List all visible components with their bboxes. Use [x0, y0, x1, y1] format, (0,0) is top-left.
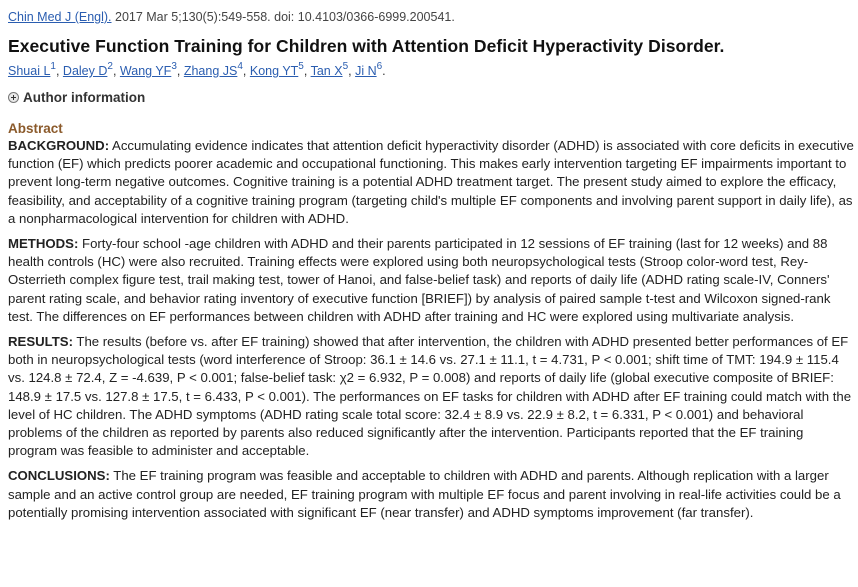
author-affiliation-number[interactable]: 5 [342, 60, 349, 72]
author-affiliation-number[interactable]: 6 [376, 60, 383, 72]
author-separator: , [112, 64, 120, 78]
author-link[interactable]: Daley D [62, 64, 108, 78]
journal-link[interactable]: Chin Med J (Engl). [8, 10, 112, 24]
citation-details: 2017 Mar 5;130(5):549-558. doi: 10.4103/0366-6999.200541. [111, 10, 455, 24]
author-link[interactable]: Ji N [355, 64, 377, 78]
section-label: CONCLUSIONS: [8, 468, 110, 484]
author-affiliation-number[interactable]: 5 [298, 60, 304, 72]
author-affiliation-number[interactable]: 1 [50, 60, 56, 72]
author-link[interactable]: Wang YF [119, 64, 172, 78]
plus-circle-icon[interactable] [8, 92, 19, 103]
author-link[interactable]: Shuai L [8, 64, 51, 78]
section-text: The results (before vs. after EF training) showed that after intervention, the children with ADHD presented better performances of EF both in neuropsychological tests (word interference of Stroop: 36.1 ± 14.6 vs. 27.1 ± 11.1, t = 4.731, P < 0.001; shift time of TMT: 194.9 ± 115.4 vs. 124.8 ± 72.4, Z = -4.639, P < 0.001; false-belief task: χ2 = 6.932, P = 0.008) and reports of daily life (global executive composite of BRIEF: 148.9 ± 17.5 vs. 127.8 ± 17.5, t = 6.433, P < 0.001). The performances on EF tasks for children with ADHD after EF training could match with the level of HC children. The ADHD symptoms (ADHD rating scale total score: 32.4 ± 8.9 vs. 22.9 ± 8.2, t = 6.331, P < 0.001) and behavioral problems of the children as reported by parents also reduced significantly after the intervention. Participants reported that the EF training program was feasible to administer and acceptable. [8, 334, 852, 459]
author-link[interactable]: Tan X [310, 64, 343, 78]
author-affiliation-number[interactable]: 3 [171, 60, 177, 72]
abstract-methods [8, 235, 854, 326]
section-label: BACKGROUND: [8, 138, 110, 153]
author-information-toggle[interactable] [8, 88, 854, 106]
section-text: The EF training program was feasible and acceptable to children with ADHD and parents. Although replication with a larger sample and an active control group are needed, EF training program with multiple EF focus and parent involving in real-life activities could be a potentially promising intervention associated with significant EF (near transfer) and ADHD symptoms improvement (far transfer). [8, 468, 841, 520]
citation-line [8, 9, 854, 25]
article-title: Executive Function Training for Children with Attention Deficit Hyperactivity Disorder. [8, 36, 725, 56]
author-information-label[interactable]: Author information [23, 89, 146, 105]
abstract-results [8, 333, 854, 460]
section-text: Forty-four school -age children with ADHD and their parents participated in 12 sessions of EF training (last for 12 weeks) and 88 health controls (HC) were also recruited. Training effects were explored using both neuropsychological tests (Stroop color-word test, Rey-Osterrieth complex figure test, trail making test, tower of Hanoi, and false-belief task) and reports of daily life (ADHD rating scale-IV, Conners' parent rating scale, and behavior rating inventory of executive function [BRIEF]) by analysis of paired sample t-test and Wilcoxon signed-rank test. The differences on EF performances between children with ADHD after training and HC were explored using multivariate analysis. [8, 236, 831, 324]
abstract-background [8, 137, 854, 228]
author-separator: , [348, 64, 356, 78]
author-affiliation-number[interactable]: 2 [107, 60, 113, 72]
author-separator: . [382, 64, 386, 78]
author-separator: , [55, 64, 63, 78]
abstract-conclusions [8, 467, 854, 522]
section-label: RESULTS: [8, 334, 73, 350]
author-separator: , [303, 64, 311, 78]
author-link[interactable]: Kong YT [249, 64, 299, 78]
author-link[interactable]: Zhang JS [183, 64, 238, 78]
section-label: METHODS: [8, 236, 79, 252]
author-separator: , [176, 64, 184, 78]
section-text: Accumulating evidence indicates that attention deficit hyperactivity disorder (ADHD) is associated with core deficits in executive function (EF) which predicts poorer academic and occupational functioning. This makes early intervention targeting EF impairments important to prevent long-term negative outcomes. Cognitive training is a potential ADHD treatment target. The present study aimed to explore the efficacy, feasibility, and acceptability of a cognitive training program (targeting child's multiple EF components and involving parent support in daily life), as a nonpharmacological intervention for children with ADHD. [8, 138, 854, 226]
author-separator: , [242, 64, 250, 78]
author-list [8, 60, 854, 79]
abstract-heading: Abstract [8, 121, 63, 136]
author-affiliation-number[interactable]: 4 [237, 60, 243, 72]
article-page [8, 0, 854, 522]
